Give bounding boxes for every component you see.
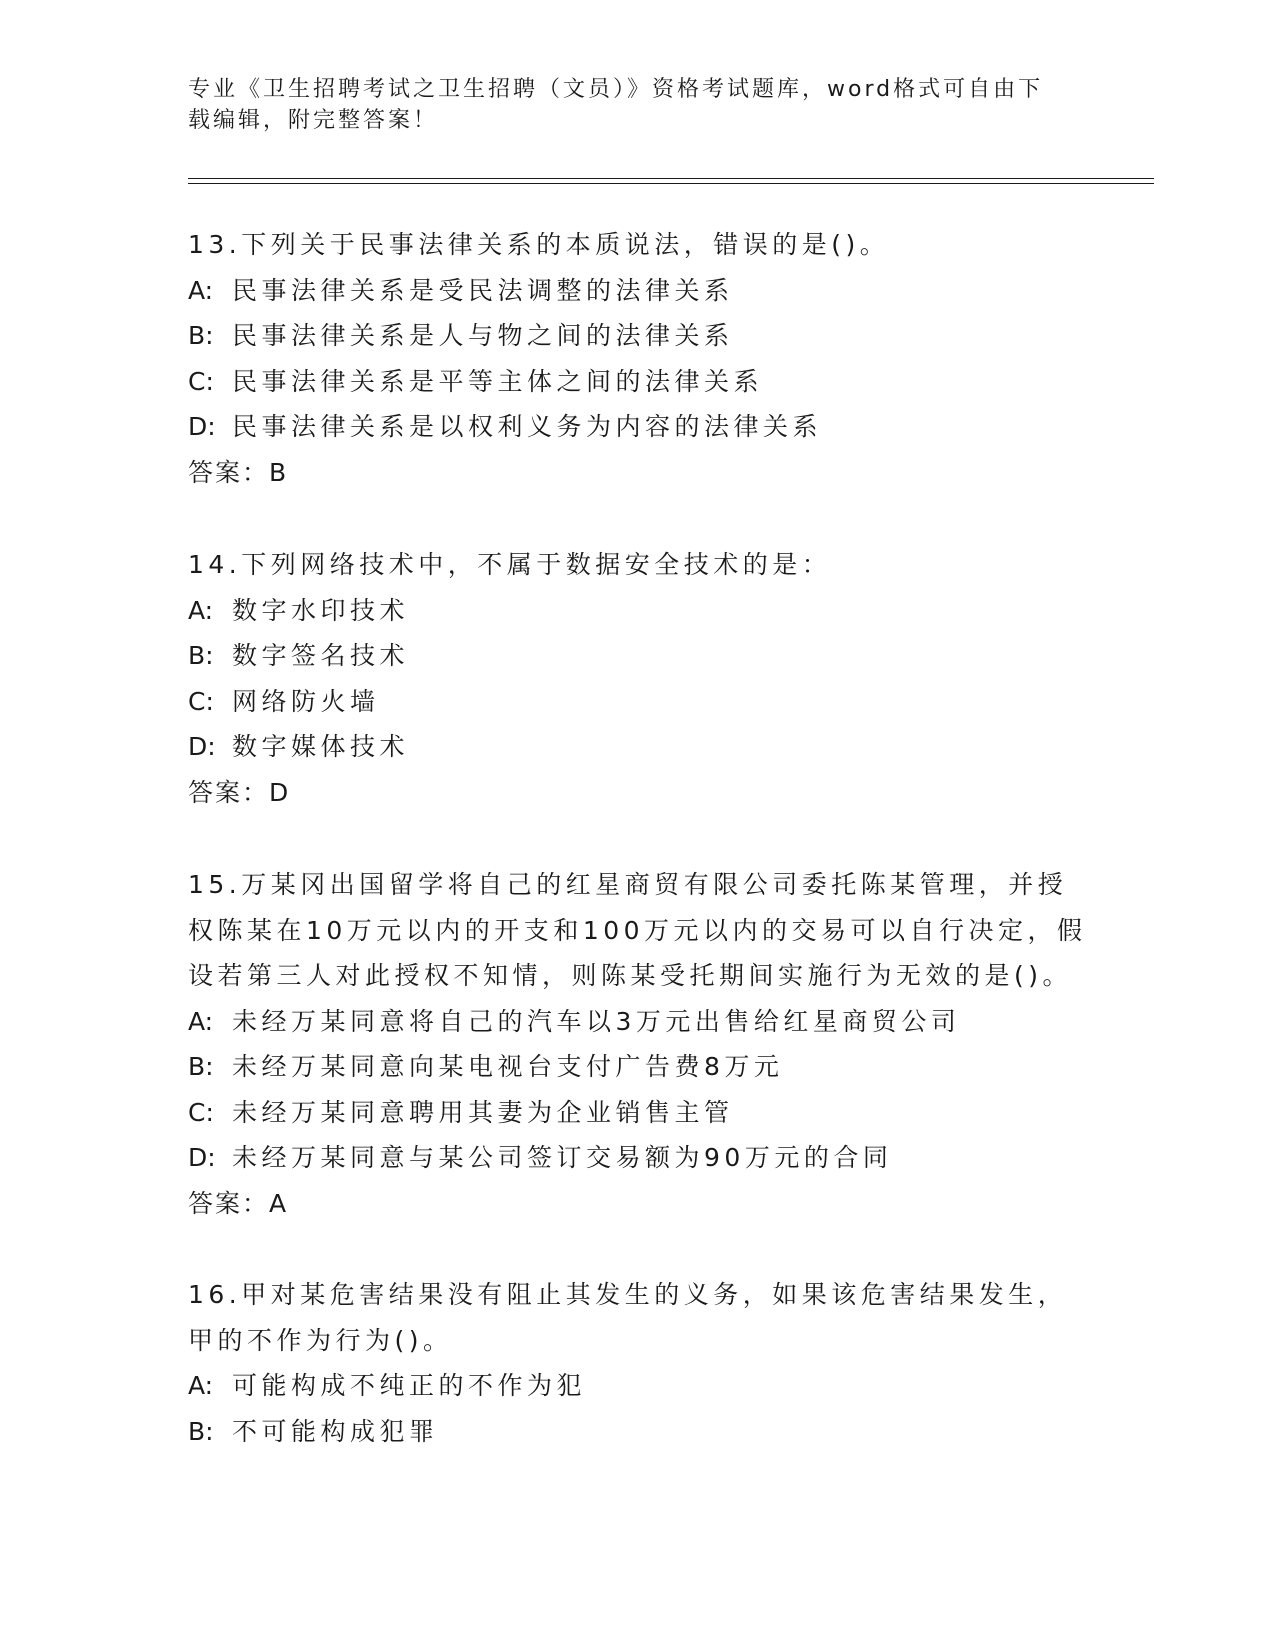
option-letter: A:: [188, 595, 214, 625]
option-c: [188, 359, 1088, 405]
option-a: [188, 1363, 1088, 1409]
question-stem: 16.甲对某危害结果没有阻止其发生的义务，如果该危害结果发生，甲的不作为行为()。: [188, 1280, 1068, 1355]
option-text: 未经万某同意与某公司签订交易额为90万元的合同: [232, 1143, 893, 1172]
option-b: [188, 633, 1088, 679]
option-text: 不可能构成犯罪: [232, 1416, 439, 1446]
question-stem: 15.万某冈出国留学将自己的红星商贸有限公司委托陈某管理，并授权陈某在10万元以内的开支和100万元以内的交易可以自行决定，假设若第三人对此授权不知情，则陈某受托期间实施行为无效的是()。: [188, 870, 1087, 990]
option-text: 未经万某同意向某电视台支付广告费8万元: [232, 1052, 784, 1081]
option-d: [188, 404, 1088, 450]
option-text: 未经万某同意聘用其妻为企业销售主管: [232, 1097, 734, 1127]
option-letter: C:: [188, 686, 214, 716]
answer-label: 答案：A: [188, 1188, 289, 1218]
option-c: [188, 1090, 1088, 1136]
option-letter: B:: [188, 1416, 214, 1446]
option-d: [188, 1135, 1088, 1181]
option-a: [188, 999, 1088, 1045]
question-15: [188, 862, 1088, 1226]
option-b: [188, 1409, 1088, 1455]
option-letter: B:: [188, 1052, 214, 1081]
option-a: [188, 588, 1088, 634]
option-letter: D:: [188, 1143, 216, 1172]
question-13: [188, 222, 1088, 495]
option-letter: A:: [188, 1006, 214, 1036]
answer-label: 答案：B: [188, 457, 289, 487]
option-letter: B:: [188, 641, 214, 670]
option-text: 数字水印技术: [232, 595, 410, 625]
option-text: 数字媒体技术: [232, 732, 410, 761]
question-stem: 13.下列关于民事法律关系的本质说法，错误的是()。: [188, 230, 890, 259]
question-16: [188, 1272, 1088, 1454]
option-text: 可能构成不纯正的不作为犯: [232, 1371, 587, 1400]
option-d: [188, 724, 1088, 770]
option-letter: C:: [188, 366, 214, 396]
header-double-rule: [188, 178, 1154, 184]
option-text: 数字签名技术: [232, 641, 410, 670]
document-header: 专业《卫生招聘考试之卫生招聘（文员）》资格考试题库，word格式可自由下载编辑，附完整答案！: [188, 77, 1044, 133]
option-letter: B:: [188, 321, 214, 350]
option-a: [188, 268, 1088, 314]
option-text: 民事法律关系是受民法调整的法律关系: [232, 275, 734, 305]
option-b: [188, 313, 1088, 359]
option-text: 民事法律关系是平等主体之间的法律关系: [232, 366, 764, 396]
question-stem: 14.下列网络技术中，不属于数据安全技术的是：: [188, 550, 832, 579]
option-text: 网络防火墙: [232, 686, 380, 716]
option-text: 民事法律关系是以权利义务为内容的法律关系: [232, 412, 823, 441]
option-text: 未经万某同意将自己的汽车以3万元出售给红星商贸公司: [232, 1006, 961, 1036]
option-c: [188, 679, 1088, 725]
option-letter: C:: [188, 1097, 214, 1127]
option-letter: D:: [188, 732, 216, 761]
question-14: [188, 542, 1088, 815]
option-letter: D:: [188, 412, 216, 441]
answer-label: 答案：D: [188, 777, 291, 807]
option-letter: A:: [188, 275, 214, 305]
option-b: [188, 1044, 1088, 1090]
option-text: 民事法律关系是人与物之间的法律关系: [232, 321, 734, 350]
option-letter: A:: [188, 1371, 214, 1400]
